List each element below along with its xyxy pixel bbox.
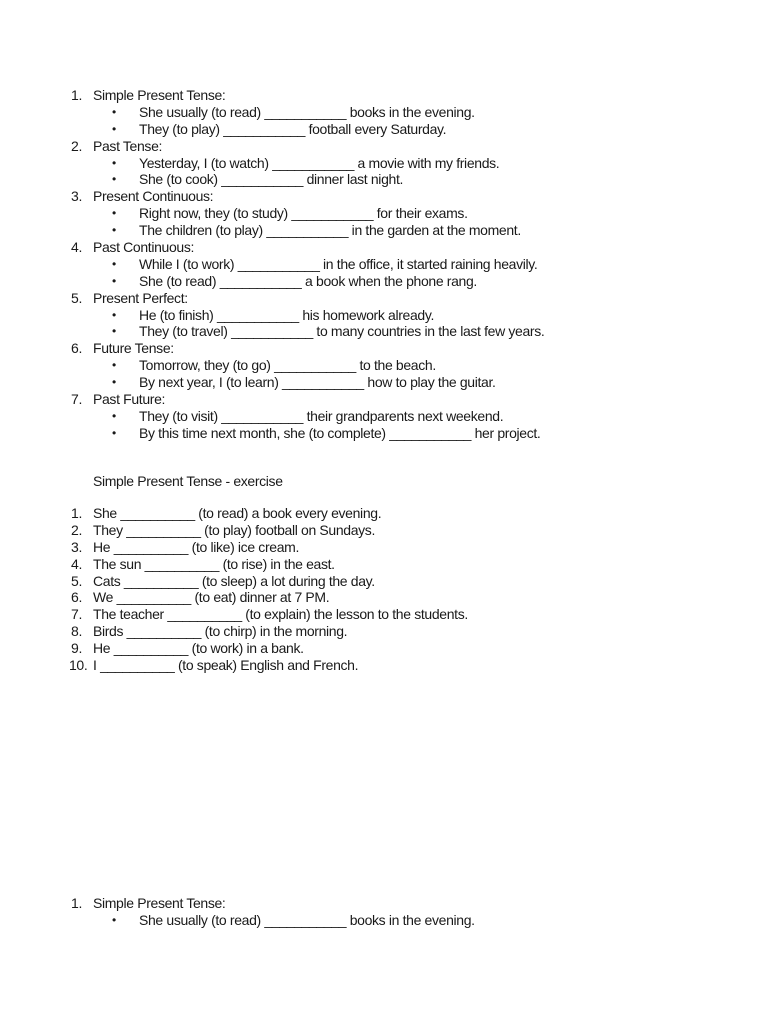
- list-number: 10.: [69, 657, 88, 674]
- tense-heading: [0, 290, 700, 307]
- list-item: [0, 505, 700, 522]
- exercise-sentence: They __________ (to play) football on Sundays.: [93, 521, 375, 538]
- list-item: [0, 374, 700, 391]
- exercise-sentence: She usually (to read) ___________ books in the evening.: [139, 911, 475, 928]
- exercise-sentence: Birds __________ (to chirp) in the morning.: [93, 623, 348, 640]
- list-item: [0, 589, 700, 606]
- tense-heading: [0, 138, 700, 155]
- list-item: [0, 539, 700, 556]
- bullet-icon: •: [112, 358, 116, 373]
- list-item: [0, 606, 700, 623]
- list-item: [0, 357, 700, 374]
- list-item: [0, 121, 700, 138]
- list-item: [0, 408, 700, 425]
- tense-title: Simple Present Tense:: [93, 895, 226, 911]
- exercise-sentence: Tomorrow, they (to go) ___________ to the beach.: [139, 357, 436, 374]
- list-item: [0, 323, 700, 340]
- list-number: 2.: [71, 521, 82, 538]
- tense-heading: [0, 239, 700, 256]
- bullet-icon: •: [112, 324, 116, 339]
- list-number: 6.: [71, 340, 82, 357]
- bullet-icon: •: [112, 307, 116, 322]
- exercise-sentence: By next year, I (to learn) ___________ how to play the guitar.: [139, 374, 496, 391]
- list-item: [0, 657, 700, 674]
- tense-title: Past Tense:: [93, 137, 163, 154]
- bullet-icon: •: [112, 256, 116, 271]
- exercise-sentence: She (to read) ___________ a book when the phone rang.: [139, 272, 477, 289]
- list-item: [0, 171, 700, 188]
- list-item: [0, 912, 700, 929]
- repeated-tense-list: [0, 895, 700, 929]
- tense-heading: [0, 188, 700, 205]
- exercise-title: Simple Present Tense - exercise: [93, 473, 283, 489]
- bullet-icon: •: [112, 425, 116, 440]
- list-number: 7.: [71, 391, 82, 408]
- bullet-icon: •: [112, 206, 116, 221]
- exercise-sentence: She __________ (to read) a book every evening.: [93, 505, 382, 521]
- bullet-icon: •: [112, 121, 116, 136]
- tense-title: Simple Present Tense:: [93, 87, 226, 103]
- tense-list: [0, 87, 700, 442]
- list-item: [0, 556, 700, 573]
- exercise-sentence: Cats __________ (to sleep) a lot during the day.: [93, 572, 375, 589]
- tense-heading: [0, 340, 700, 357]
- list-number: 1.: [71, 87, 82, 103]
- list-item: [0, 256, 700, 273]
- bullet-icon: •: [112, 172, 116, 187]
- list-item: [0, 425, 700, 442]
- tense-title: Present Continuous:: [93, 188, 214, 205]
- exercise-sentence: By this time next month, she (to complete) ___________ her project.: [139, 424, 541, 441]
- list-item: [0, 640, 700, 657]
- exercise-sentence: Right now, they (to study) ___________ for their exams.: [139, 205, 468, 222]
- list-item: [0, 104, 700, 121]
- list-number: 3.: [71, 188, 82, 205]
- list-item: [0, 307, 700, 324]
- list-item: [0, 155, 700, 172]
- exercise-sentence: The teacher __________ (to explain) the lesson to the students.: [93, 606, 468, 623]
- list-number: 6.: [71, 589, 82, 606]
- bullet-icon: •: [112, 912, 116, 927]
- list-number: 5.: [71, 289, 82, 306]
- tense-title: Past Continuous:: [93, 239, 195, 256]
- tense-heading: [0, 87, 700, 104]
- list-number: 9.: [71, 640, 82, 657]
- exercise-sentence: She usually (to read) ___________ books in the evening.: [139, 103, 475, 120]
- exercise-sentence: He __________ (to work) in a bank.: [93, 640, 304, 657]
- list-number: 8.: [71, 623, 82, 640]
- exercise-sentence: Yesterday, I (to watch) ___________ a movie with my friends.: [139, 154, 500, 171]
- exercise-sentence: They (to visit) ___________ their grandparents next weekend.: [139, 407, 504, 424]
- exercise-sentence: The sun __________ (to rise) in the east.: [93, 555, 335, 572]
- exercise-sentence: He __________ (to like) ice cream.: [93, 538, 299, 555]
- list-item: [0, 205, 700, 222]
- tense-heading: [0, 895, 700, 912]
- bullet-icon: •: [112, 155, 116, 170]
- bullet-icon: •: [112, 273, 116, 288]
- tense-title: Present Perfect:: [93, 289, 188, 306]
- bullet-icon: •: [112, 408, 116, 423]
- list-item: [0, 273, 700, 290]
- exercise-sentence: They (to play) ___________ football every Saturday.: [139, 120, 447, 137]
- exercise-sentence: I __________ (to speak) English and French.: [93, 657, 359, 674]
- list-number: 4.: [71, 239, 82, 256]
- bullet-icon: •: [112, 104, 116, 119]
- tense-title: Past Future:: [93, 391, 166, 408]
- list-number: 4.: [71, 555, 82, 572]
- list-number: 1.: [71, 505, 82, 521]
- list-number: 1.: [71, 895, 82, 911]
- tense-heading: [0, 391, 700, 408]
- exercise-sentence: While I (to work) ___________ in the office, it started raining heavily.: [139, 255, 538, 272]
- exercise-sentence: The children (to play) ___________ in the garden at the moment.: [139, 222, 521, 239]
- list-number: 5.: [71, 572, 82, 589]
- exercise-sentence: She (to cook) ___________ dinner last night.: [139, 171, 404, 188]
- list-number: 7.: [71, 606, 82, 623]
- list-item: [0, 623, 700, 640]
- exercise-sentence: He (to finish) ___________ his homework already.: [139, 306, 435, 323]
- list-item: [0, 573, 700, 590]
- list-item: [0, 222, 700, 239]
- exercise-sentence: We __________ (to eat) dinner at 7 PM.: [93, 589, 330, 606]
- list-number: 2.: [71, 137, 82, 154]
- bullet-icon: •: [112, 375, 116, 390]
- exercise-sentence: They (to travel) ___________ to many countries in the last few years.: [139, 323, 545, 340]
- list-number: 3.: [71, 538, 82, 555]
- exercise-list: [0, 505, 700, 674]
- tense-title: Future Tense:: [93, 340, 174, 357]
- list-item: [0, 522, 700, 539]
- bullet-icon: •: [112, 223, 116, 238]
